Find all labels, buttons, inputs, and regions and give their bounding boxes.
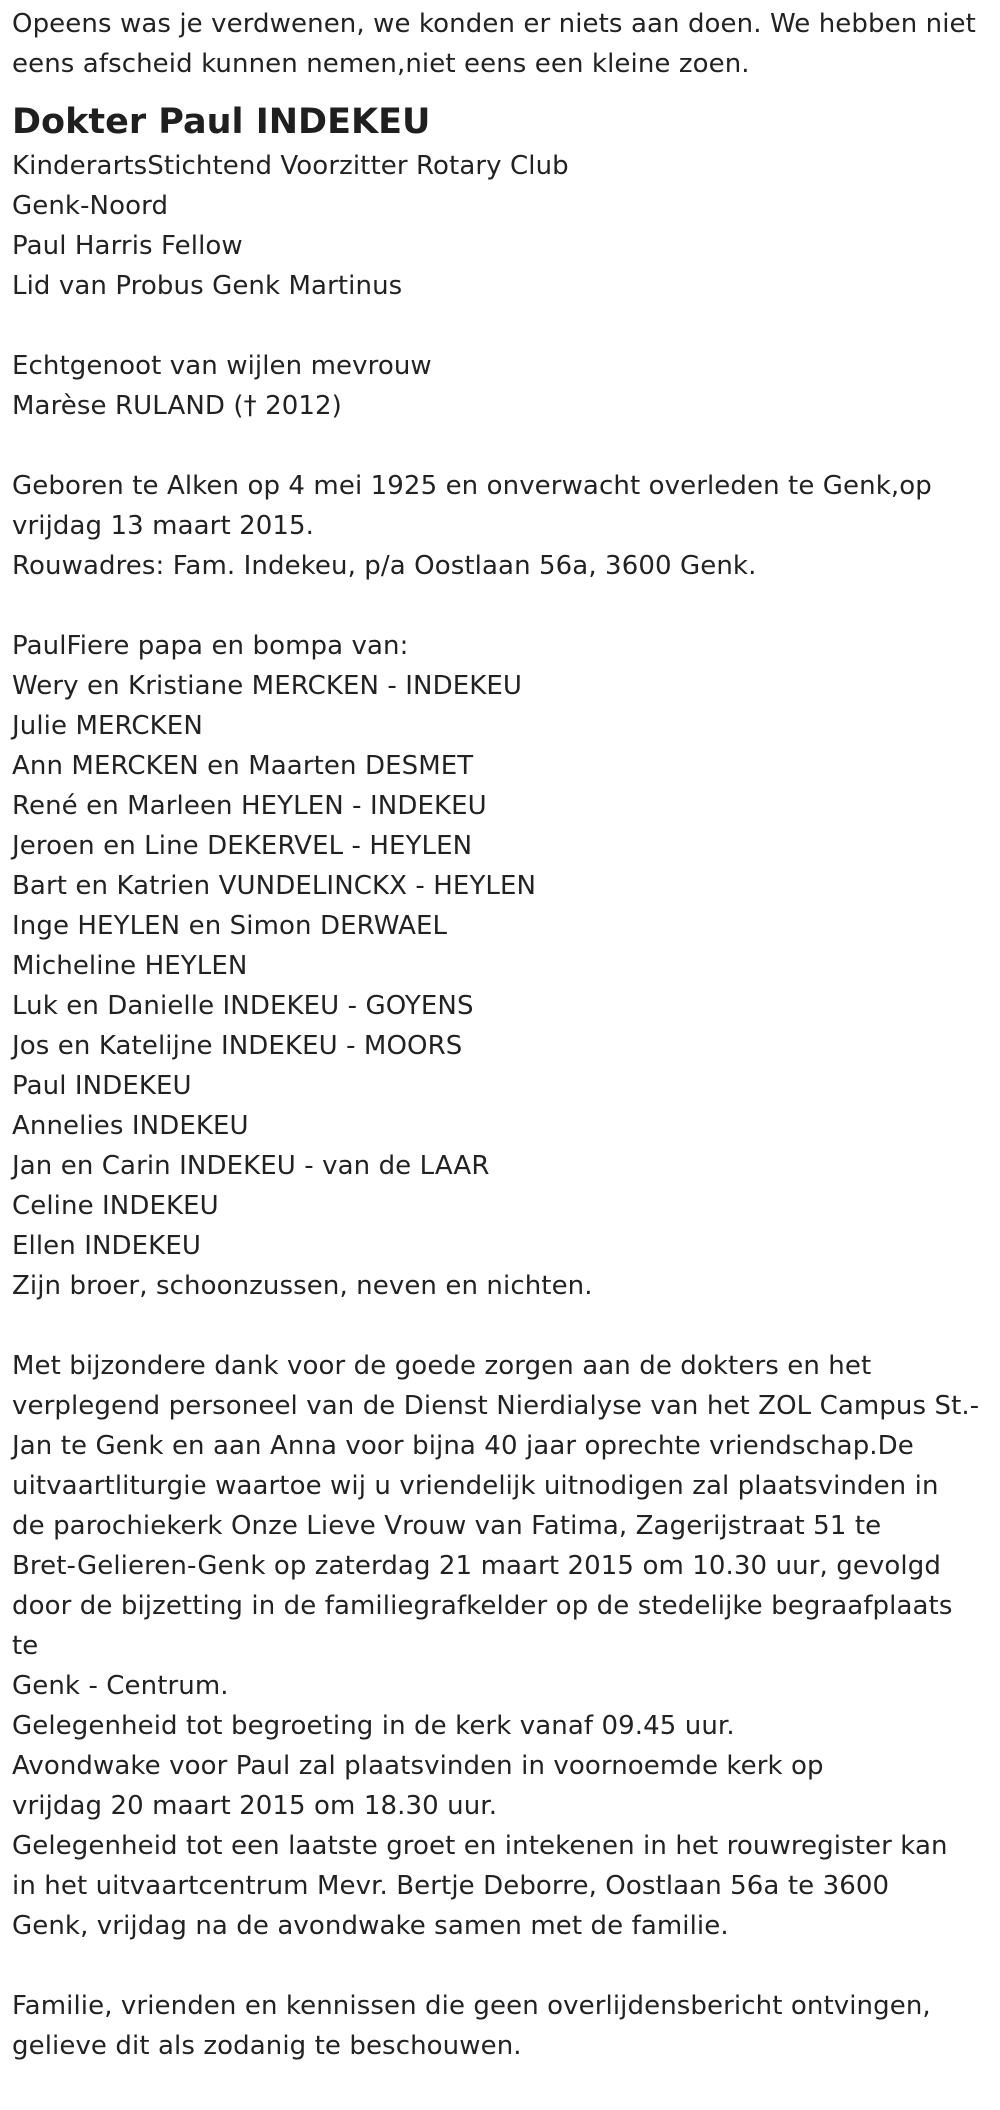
family-member: Celine INDEKEU [12,1191,219,1221]
ceremony-line: te [12,1631,39,1661]
family-member: Ann MERCKEN en Maarten DESMET [12,751,474,781]
family-member: Ellen INDEKEU [12,1231,201,1261]
ceremony-line: vrijdag 20 maart 2015 om 18.30 uur. [12,1791,498,1821]
ceremony-line: in het uitvaartcentrum Mevr. Bertje Deborre, Oostlaan 56a te 3600 [12,1871,890,1901]
ceremony-line: verplegend personeel van de Dienst Nierdialyse van het ZOL Campus St.- [12,1391,980,1421]
family-member: Micheline HEYLEN [12,951,248,981]
ceremony-line: door de bijzetting in de familiegrafkelder op de stedelijke begraafplaats [12,1591,953,1621]
ceremony-line: Bret-Gelieren-Genk op zaterdag 21 maart 2015 om 10.30 uur, gevolgd [12,1551,941,1581]
family-member: Inge HEYLEN en Simon DERWAEL [12,911,448,941]
ceremony-line: de parochiekerk Onze Lieve Vrouw van Fatima, Zagerijstraat 51 te [12,1511,882,1541]
family-member: Jos en Katelijne INDEKEU - MOORS [12,1031,463,1061]
ceremony-line: Jan te Genk en aan Anna voor bijna 40 jaar oprechte vriendschap.De [12,1431,914,1461]
closing-section [12,1986,988,2066]
intro-paragraph [12,4,988,84]
family-intro-line: PaulFiere papa en bompa van: [12,631,409,661]
deceased-name-heading: Dokter Paul INDEKEU [12,102,431,142]
family-member: Jeroen en Line DEKERVEL - HEYLEN [12,831,473,861]
thanks-ceremony-section [12,1346,988,1946]
mourning-address-line: Rouwadres: Fam. Indekeu, p/a Oostlaan 56a, 3600 Genk. [12,551,757,581]
blank-line [12,586,988,626]
title-line: Genk-Noord [12,191,169,221]
blank-line [12,306,988,346]
family-member: Annelies INDEKEU [12,1111,249,1141]
title-line: Lid van Probus Genk Martinus [12,271,403,301]
ceremony-line: Avondwake voor Paul zal plaatsvinden in voornoemde kerk op [12,1751,824,1781]
blank-line [12,1306,988,1346]
intro-line: Opeens was je verdwenen, we konden er niets aan doen. We hebben niet [12,9,976,39]
ceremony-line: Met bijzondere dank voor de goede zorgen aan de dokters en het [12,1351,872,1381]
ceremony-line: Gelegenheid tot begroeting in de kerk vanaf 09.45 uur. [12,1711,735,1741]
family-extended-line: Zijn broer, schoonzussen, neven en nichten. [12,1271,593,1301]
blank-line [12,1946,988,1986]
closing-line: Familie, vrienden en kennissen die geen overlijdensbericht ontvingen, [12,1991,931,2021]
spouse-line: Marèse RULAND († 2012) [12,391,342,421]
ceremony-line: Gelegenheid tot een laatste groet en intekenen in het rouwregister kan [12,1831,948,1861]
spouse-line: Echtgenoot van wijlen mevrouw [12,351,432,381]
ceremony-line: Genk - Centrum. [12,1671,229,1701]
family-member: Wery en Kristiane MERCKEN - INDEKEU [12,671,523,701]
birth-death-line: vrijdag 13 maart 2015. [12,511,315,541]
intro-line: eens afscheid kunnen nemen,niet eens een kleine zoen. [12,49,750,79]
birth-death-line: Geboren te Alken op 4 mei 1925 en onverwacht overleden te Genk,op [12,471,932,501]
family-section [12,626,988,1306]
title-line: KinderartsStichtend Voorzitter Rotary Club [12,151,569,181]
family-member: Luk en Danielle INDEKEU - GOYENS [12,991,474,1021]
title-line: Paul Harris Fellow [12,231,243,261]
family-member: Bart en Katrien VUNDELINCKX - HEYLEN [12,871,537,901]
spouse-section [12,346,988,426]
ceremony-line: uitvaartliturgie waartoe wij u vriendelijk uitnodigen zal plaatsvinden in [12,1471,939,1501]
birth-death-section [12,466,988,586]
family-member: Paul INDEKEU [12,1071,192,1101]
closing-line: gelieve dit als zodanig te beschouwen. [12,2031,522,2061]
family-member: Julie MERCKEN [12,711,203,741]
family-member: Jan en Carin INDEKEU - van de LAAR [12,1151,490,1181]
blank-line [12,426,988,466]
titles-section [12,146,988,306]
ceremony-line: Genk, vrijdag na de avondwake samen met de familie. [12,1911,729,1941]
family-member: René en Marleen HEYLEN - INDEKEU [12,791,487,821]
